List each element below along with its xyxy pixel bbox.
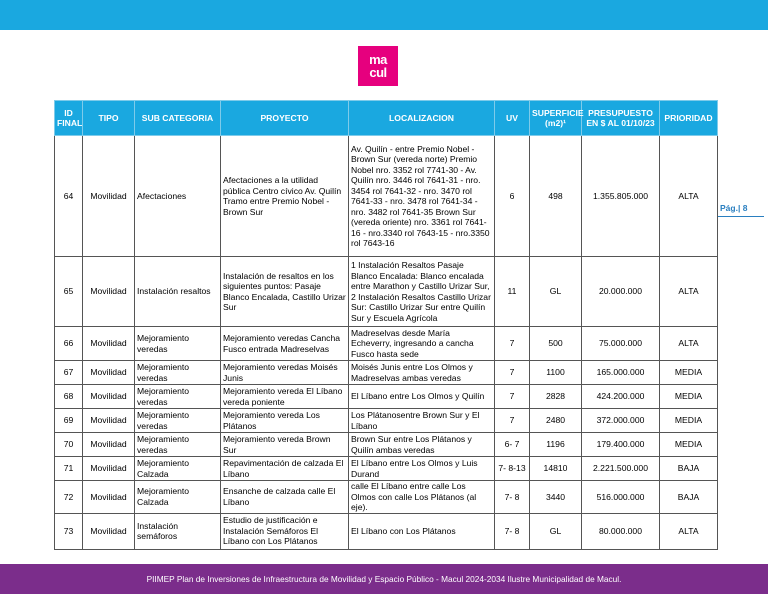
- cell-presupuesto: 165.000.000: [582, 361, 660, 385]
- cell-id: 73: [55, 513, 83, 549]
- cell-tipo: Movilidad: [83, 257, 135, 327]
- cell-id: 72: [55, 481, 83, 514]
- header-prioridad: PRIORIDAD: [660, 101, 718, 136]
- cell-superficie: 3440: [530, 481, 582, 514]
- cell-proyecto: Repavimentación de calzada El Líbano: [221, 457, 349, 481]
- cell-id: 70: [55, 433, 83, 457]
- cell-presupuesto: 424.200.000: [582, 385, 660, 409]
- cell-presupuesto: 2.221.500.000: [582, 457, 660, 481]
- cell-tipo: Movilidad: [83, 481, 135, 514]
- cell-uv: 7- 8: [495, 513, 530, 549]
- cell-proyecto: Mejoramiento veredas Cancha Fusco entrada Madreselvas: [221, 327, 349, 361]
- cell-localizacion: calle El Líbano entre calle Los Olmos con calle Los Plátanos (al eje).: [349, 481, 495, 514]
- footer-banner: PIIMEP Plan de Inversiones de Infraestructura de Movilidad y Espacio Público - Macul 2024-2034 Ilustre Municipalidad de Macul.: [0, 564, 768, 594]
- table-row: [55, 327, 718, 361]
- table-row: [55, 409, 718, 433]
- cell-superficie: 2480: [530, 409, 582, 433]
- cell-subcategoria: Afectaciones: [135, 136, 221, 257]
- cell-superficie: 14810: [530, 457, 582, 481]
- cell-superficie: 498: [530, 136, 582, 257]
- cell-uv: 7: [495, 409, 530, 433]
- cell-presupuesto: 75.000.000: [582, 327, 660, 361]
- cell-uv: 7: [495, 327, 530, 361]
- cell-superficie: 500: [530, 327, 582, 361]
- table-row: [55, 136, 718, 257]
- cell-id: 71: [55, 457, 83, 481]
- table-header-row: [55, 101, 718, 136]
- cell-uv: 6- 7: [495, 433, 530, 457]
- cell-prioridad: ALTA: [660, 136, 718, 257]
- cell-localizacion: El Líbano entre Los Olmos y Luis Durand: [349, 457, 495, 481]
- cell-uv: 7: [495, 385, 530, 409]
- cell-proyecto: Ensanche de calzada calle El Líbano: [221, 481, 349, 514]
- cell-subcategoria: Mejoramiento veredas: [135, 433, 221, 457]
- cell-presupuesto: 80.000.000: [582, 513, 660, 549]
- cell-id: 65: [55, 257, 83, 327]
- cell-id: 66: [55, 327, 83, 361]
- cell-tipo: Movilidad: [83, 513, 135, 549]
- cell-superficie: 1196: [530, 433, 582, 457]
- macul-logo: [358, 46, 398, 86]
- cell-tipo: Movilidad: [83, 433, 135, 457]
- cell-superficie: GL: [530, 257, 582, 327]
- top-banner: [0, 0, 768, 30]
- cell-superficie: 1100: [530, 361, 582, 385]
- cell-localizacion: Madreselvas desde María Echeverry, ingresando a cancha Fusco hasta sede: [349, 327, 495, 361]
- cell-uv: 7: [495, 361, 530, 385]
- cell-superficie: 2828: [530, 385, 582, 409]
- cell-id: 67: [55, 361, 83, 385]
- cell-subcategoria: Instalación resaltos: [135, 257, 221, 327]
- cell-superficie: GL: [530, 513, 582, 549]
- table-row: [55, 257, 718, 327]
- cell-subcategoria: Mejoramiento veredas: [135, 327, 221, 361]
- header-superficie: SUPERFICIE (m2)¹: [530, 101, 582, 136]
- cell-id: 64: [55, 136, 83, 257]
- cell-proyecto: Mejoramiento veredas Moisés Junis: [221, 361, 349, 385]
- cell-subcategoria: Instalación semáforos: [135, 513, 221, 549]
- cell-proyecto: Mejoramiento vereda Brown Sur: [221, 433, 349, 457]
- cell-localizacion: Los Plátanosentre Brown Sur y El Líbano: [349, 409, 495, 433]
- header-proyecto: PROYECTO: [221, 101, 349, 136]
- table-row: [55, 513, 718, 549]
- projects-table: [54, 100, 718, 550]
- logo-line-2: cul: [369, 65, 387, 80]
- header-tipo: TIPO: [83, 101, 135, 136]
- header-uv: UV: [495, 101, 530, 136]
- cell-presupuesto: 1.355.805.000: [582, 136, 660, 257]
- cell-proyecto: Afectaciones a la utilidad pública Centro cívico Av. Quilín Tramo entre Premio Nobel - Brown Sur: [221, 136, 349, 257]
- table-row: [55, 481, 718, 514]
- cell-subcategoria: Mejoramiento veredas: [135, 385, 221, 409]
- table-row: [55, 433, 718, 457]
- cell-subcategoria: Mejoramiento veredas: [135, 361, 221, 385]
- header-subcategoria: SUB CATEGORIA: [135, 101, 221, 136]
- cell-prioridad: ALTA: [660, 327, 718, 361]
- cell-proyecto: Mejoramiento vereda Los Plátanos: [221, 409, 349, 433]
- cell-tipo: Movilidad: [83, 385, 135, 409]
- cell-prioridad: BAJA: [660, 481, 718, 514]
- cell-localizacion: Av. Quilín - entre Premio Nobel - Brown Sur (vereda norte) Premio Nobel nro. 3352 rol 7741-30 - Av. Quilín nro. 3446 rol 7641-31 - nro. 3454 rol 7641-32 - nro. 3470 rol 7641-33 - nro. 3478 rol 7641-34 - nro. 3482 rol 7641-35 Brown Sur (vereda oriente) nro. 3361 rol 7641-16 - nro.3340 rol 7643-15 - nro.3350 rol 7643-16: [349, 136, 495, 257]
- cell-localizacion: Brown Sur entre Los Plátanos y Quilín ambas veredas: [349, 433, 495, 457]
- cell-prioridad: ALTA: [660, 257, 718, 327]
- cell-presupuesto: 179.400.000: [582, 433, 660, 457]
- cell-uv: 6: [495, 136, 530, 257]
- cell-prioridad: MEDIA: [660, 433, 718, 457]
- cell-proyecto: Instalación de resaltos en los siguientes puntos: Pasaje Blanco Encalada, Castillo Urizar Sur: [221, 257, 349, 327]
- cell-uv: 11: [495, 257, 530, 327]
- cell-prioridad: MEDIA: [660, 409, 718, 433]
- cell-prioridad: MEDIA: [660, 385, 718, 409]
- cell-localizacion: Moisés Junis entre Los Olmos y Madreselvas ambas veredas: [349, 361, 495, 385]
- table-row: [55, 457, 718, 481]
- header-localizacion: LOCALIZACION: [349, 101, 495, 136]
- cell-prioridad: MEDIA: [660, 361, 718, 385]
- cell-localizacion: El Líbano entre Los Olmos y Quilín: [349, 385, 495, 409]
- table-row: [55, 361, 718, 385]
- page-number: Pág.| 8: [720, 203, 748, 213]
- cell-proyecto: Estudio de justificación e Instalación Semáforos El Líbano con Los Plátanos: [221, 513, 349, 549]
- cell-subcategoria: Mejoramiento Calzada: [135, 481, 221, 514]
- cell-uv: 7- 8-13: [495, 457, 530, 481]
- cell-presupuesto: 372.000.000: [582, 409, 660, 433]
- cell-tipo: Movilidad: [83, 136, 135, 257]
- cell-id: 69: [55, 409, 83, 433]
- logo-line-1: ma: [369, 52, 387, 67]
- cell-presupuesto: 20.000.000: [582, 257, 660, 327]
- table-row: [55, 385, 718, 409]
- cell-tipo: Movilidad: [83, 327, 135, 361]
- cell-prioridad: ALTA: [660, 513, 718, 549]
- cell-prioridad: BAJA: [660, 457, 718, 481]
- cell-subcategoria: Mejoramiento veredas: [135, 409, 221, 433]
- cell-tipo: Movilidad: [83, 457, 135, 481]
- cell-subcategoria: Mejoramiento Calzada: [135, 457, 221, 481]
- header-id: ID FINAL: [55, 101, 83, 136]
- cell-tipo: Movilidad: [83, 361, 135, 385]
- header-presupuesto: PRESUPUESTO EN $ AL 01/10/23: [582, 101, 660, 136]
- cell-proyecto: Mejoramiento vereda El Líbano vereda poniente: [221, 385, 349, 409]
- cell-localizacion: El Líbano con Los Plátanos: [349, 513, 495, 549]
- cell-tipo: Movilidad: [83, 409, 135, 433]
- cell-localizacion: 1 Instalación Resaltos Pasaje Blanco Encalada: Blanco encalada entre Marathon y Castillo Urizar Sur, 2 Instalación Resaltos Castillo Urizar Sur: Castillo Urizar Sur entre Quilín Sur y Escuela Agrícola: [349, 257, 495, 327]
- cell-presupuesto: 516.000.000: [582, 481, 660, 514]
- cell-uv: 7- 8: [495, 481, 530, 514]
- cell-id: 68: [55, 385, 83, 409]
